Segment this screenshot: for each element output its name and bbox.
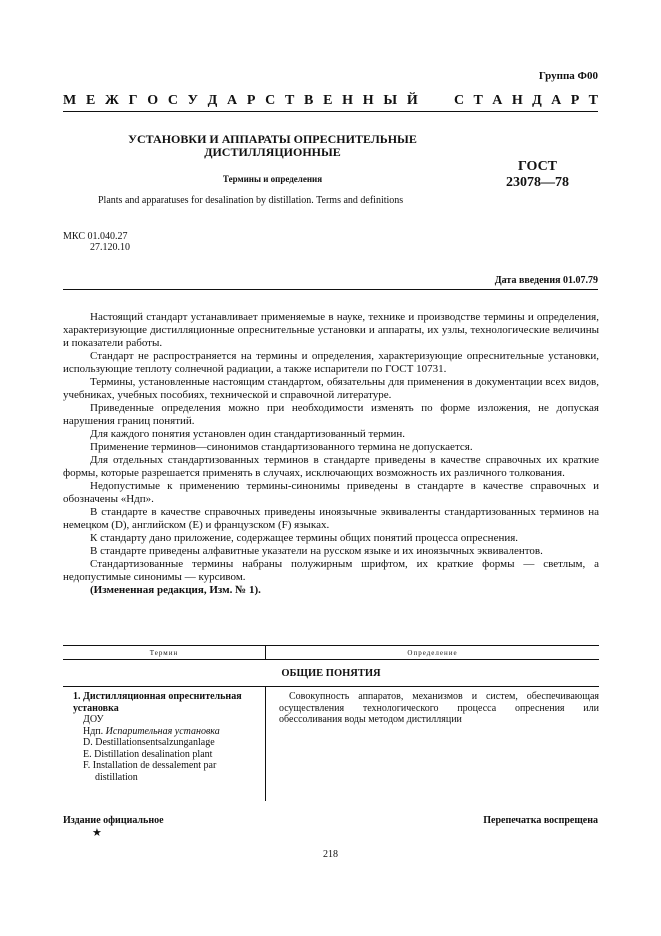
banner-letter: Д — [532, 93, 542, 108]
amendment-note: (Измененная редакция, Изм. № 1). — [90, 584, 261, 596]
gost-number — [500, 159, 575, 191]
paragraph: К стандарту дано приложение, содержащее термины общих понятий процесса опреснения. — [90, 532, 519, 544]
paragraph: Стандартизованные термины набраны полужирным шрифтом, их краткие формы — светлым, а недопустимые синонимы — курсивом. — [63, 558, 599, 583]
banner-word-interstate — [63, 93, 418, 109]
banner-letter: Р — [246, 93, 256, 108]
banner-letter: Ж — [105, 93, 119, 108]
intro-text — [63, 311, 599, 597]
banner-letter: Т — [588, 93, 598, 108]
paragraph: Приведенные определения можно при необходимости изменять по форме изложения, не допуская нарушения границ понятий. — [63, 402, 599, 427]
banner-letter: С — [454, 93, 465, 108]
section-heading: ОБЩИЕ ПОНЯТИЯ — [281, 668, 381, 679]
official-edition: Издание официальное — [63, 815, 164, 826]
banner-letter: Е — [85, 93, 96, 108]
banner-letter: Ы — [383, 93, 398, 108]
group-code: Группа Ф00 — [538, 70, 598, 82]
english-title: Plants and apparatuses for desalination by distillation. Terms and definitions — [98, 195, 404, 206]
gost-label: ГОСТ — [517, 159, 558, 174]
term-name: 1. Дистилляционная опреснительная установка — [73, 691, 242, 714]
paragraph: В стандарте в качестве справочных приведены иноязычные эквиваленты стандартизованных терминов на немецком (D), английском (E) и французском (F) языках. — [63, 506, 599, 531]
banner-letter: У — [187, 93, 198, 108]
term-not-allowed — [73, 726, 259, 738]
gost-code: 23078—78 — [506, 175, 569, 190]
banner-letter: Е — [323, 93, 333, 108]
term-english: E. Distillation desalination plant — [83, 748, 213, 760]
banner-letter: С — [167, 93, 178, 108]
paragraph: Стандарт не распространяется на термины и определения, характеризующие опреснительные установки, использующие теплоту солнечной радиации, а также испарители по ГОСТ 10731. — [63, 350, 599, 375]
document-title — [120, 133, 425, 159]
term-french: F. Installation de dessalement par — [83, 760, 217, 771]
banner-letter: Н — [342, 93, 354, 108]
banner-letter: Р — [570, 93, 580, 108]
term-german: D. Destillationsentsalzunganlage — [83, 737, 215, 748]
banner-letter: Й — [406, 93, 418, 108]
term-french-cont: distillation — [95, 771, 138, 783]
paragraph: Для отдельных стандартизованных терминов в стандарте приведены в качестве справочных их краткие формы, которые разрешается применять в случаях, исключающих возможность их различного толкования. — [63, 454, 599, 479]
date-rule — [63, 289, 598, 290]
ndp-prefix: Ндп. — [83, 725, 104, 737]
effective-date: Дата введения 01.07.79 — [494, 275, 598, 286]
standard-banner — [63, 93, 598, 109]
paragraph: В стандарте приведены алфавитные указатели на русском языке и их иноязычных эквивалентов. — [90, 545, 543, 557]
banner-letter: Г — [128, 93, 138, 108]
banner-letter: А — [227, 93, 238, 108]
banner-letter: С — [265, 93, 276, 108]
banner-letter: Н — [362, 93, 374, 108]
mks-line-2: 27.120.10 — [90, 242, 130, 253]
banner-letter: Т — [473, 93, 483, 108]
term-cell — [63, 687, 266, 801]
star-icon: ★ — [92, 827, 102, 839]
page-number: 218 — [323, 849, 338, 860]
banner-letter: А — [492, 93, 503, 108]
header-term: Термин — [63, 646, 266, 659]
banner-letter: Д — [207, 93, 218, 108]
document-subtitle: Термины и определения — [222, 174, 323, 184]
banner-letter: М — [63, 93, 77, 108]
paragraph: Термины, установленные настоящим стандартом, обязательны для применения в документации всех видов, учебниках, учебных пособиях, технической и справочной литературе. — [63, 376, 599, 401]
terms-table — [63, 645, 599, 801]
banner-letter: Н — [511, 93, 523, 108]
mks-codes — [63, 231, 130, 253]
term-short-form: ДОУ — [83, 714, 104, 725]
paragraph: Настоящий стандарт устанавливает применяемые в науке, технике и производстве термины и определения, характеризующие дистилляционные опреснительные установки и аппараты, их узлы, технологические величины и показатели работы. — [63, 311, 599, 349]
table-row — [63, 686, 599, 801]
title-line-2: ДИСТИЛЛЯЦИОННЫЕ — [204, 145, 341, 159]
ndp-term: Испарительная установка — [105, 725, 220, 737]
table-header — [63, 645, 599, 660]
title-line-1: УСТАНОВКИ И АППАРАТЫ ОПРЕСНИТЕЛЬНЫЕ — [128, 132, 417, 146]
banner-rule — [63, 111, 598, 112]
banner-letter: О — [147, 93, 159, 108]
header-definition: Определение — [407, 648, 458, 657]
paragraph: Применение терминов—синонимов стандартизованного термина не допускается. — [90, 441, 473, 453]
reprint-prohibited: Перепечатка воспрещена — [483, 815, 598, 826]
banner-letter: А — [551, 93, 562, 108]
banner-letter: Т — [284, 93, 295, 108]
paragraph: Недопустимые к применению термины-синонимы приведены в стандарте в качестве справочных и обозначены «Ндп». — [63, 480, 599, 505]
mks-line-1: МКС 01.040.27 — [63, 231, 128, 242]
banner-letter: В — [304, 93, 314, 108]
banner-word-standard — [454, 93, 598, 109]
paragraph: Для каждого понятия установлен один стандартизованный термин. — [90, 428, 405, 440]
definition-cell: Совокупность аппаратов, механизмов и систем, обеспечивающая осуществления технологического процесса опреснения или обессоливания воды методом дистилляции — [279, 691, 599, 725]
